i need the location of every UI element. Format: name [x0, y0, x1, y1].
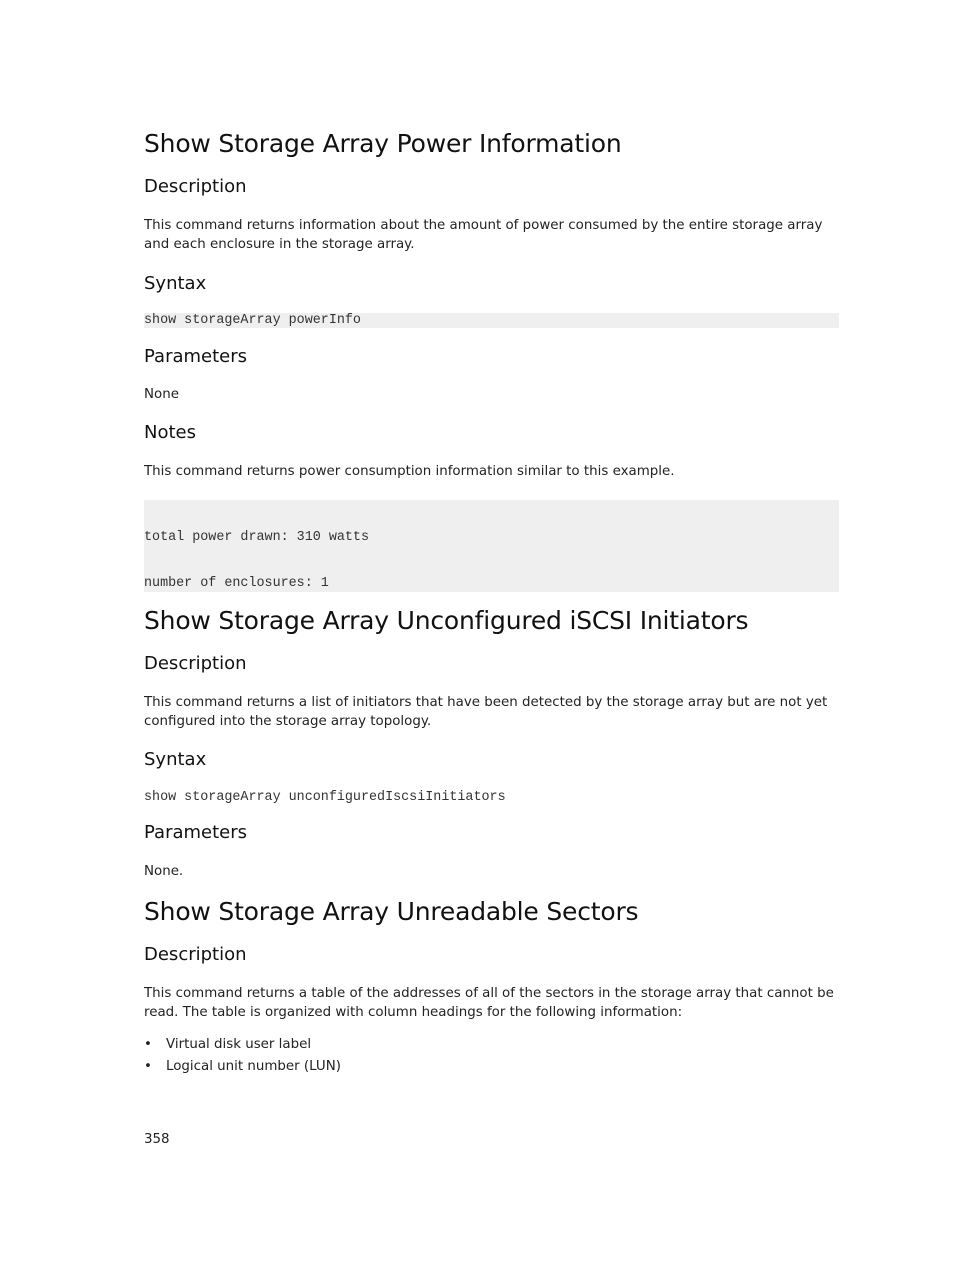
parameters-heading: Parameters: [144, 822, 248, 843]
syntax-heading: Syntax: [144, 273, 207, 294]
parameters-heading: Parameters: [144, 346, 248, 367]
example-code-block: [144, 500, 839, 592]
section-title: Show Storage Array Unreadable Sectors: [144, 897, 639, 926]
list-item-text: Virtual disk user label: [166, 1037, 312, 1052]
notes-heading: Notes: [144, 422, 196, 443]
description-heading: Description: [144, 653, 247, 674]
code-line: number of enclosures: 1: [144, 576, 329, 591]
list-item: [144, 1035, 311, 1054]
notes-text: This command returns power consumption information similar to this example.: [144, 464, 675, 479]
parameters-text: None.: [144, 864, 184, 879]
description-text: This command returns a table of the addresses of all of the sectors in the storage array that cannot be read. The table is organized with column headings for the following information:: [144, 986, 834, 1020]
section-title: Show Storage Array Unconfigured iSCSI Initiators: [144, 606, 749, 635]
syntax-code: show storageArray powerInfo: [144, 313, 839, 328]
syntax-heading: Syntax: [144, 749, 207, 770]
description-heading: Description: [144, 944, 247, 965]
description-text: This command returns a list of initiators that have been detected by the storage array but are not yet configured into the storage array topology.: [144, 695, 828, 729]
syntax-code: show storageArray unconfiguredIscsiInitiators: [144, 790, 506, 805]
bullet-icon: •: [144, 1037, 152, 1052]
parameters-text: None: [144, 387, 179, 402]
description-heading: Description: [144, 176, 247, 197]
list-item-text: Logical unit number (LUN): [166, 1059, 341, 1074]
code-line: total power drawn: 310 watts: [144, 530, 369, 546]
page-number: 358: [144, 1132, 170, 1147]
description-text: This command returns information about the amount of power consumed by the entire storage array and each enclosure in the storage array.: [144, 218, 823, 252]
bullet-icon: •: [144, 1059, 152, 1074]
list-item: [144, 1057, 341, 1076]
section-title: Show Storage Array Power Information: [144, 129, 622, 158]
